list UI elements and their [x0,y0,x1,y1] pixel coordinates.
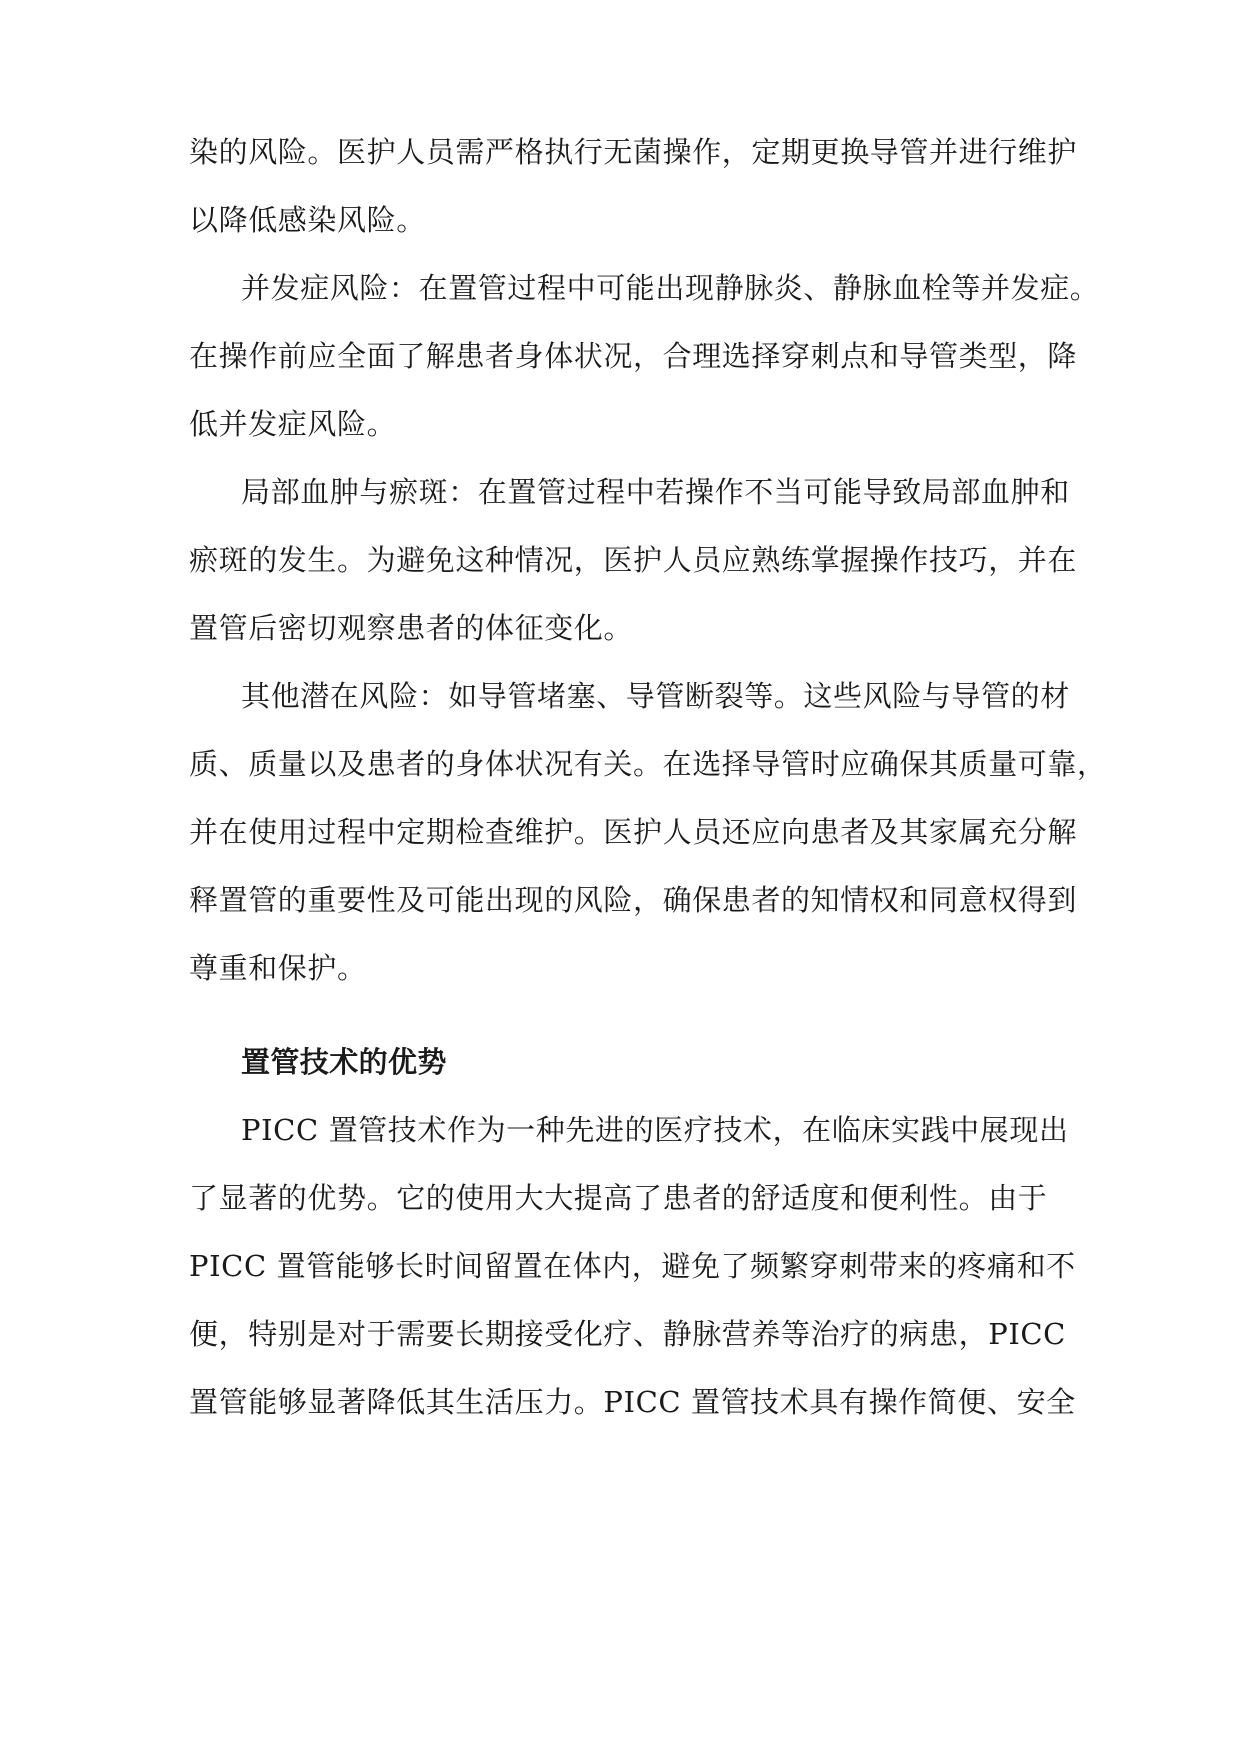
paragraph-line: 其他潜在风险：如导管堵塞、导管断裂等。这些风险与导管的材 [241,679,1070,713]
paragraph-line: PICC 置管能够长时间留置在体内，避免了频繁穿刺带来的疼痛和不 [189,1249,1076,1283]
paragraph-line: 瘀斑的发生。为避免这种情况，医护人员应熟练掌握操作技巧，并在 [189,543,1078,577]
paragraph-line: 便，特别是对于需要长期接受化疗、静脉营养等治疗的病患，PICC [189,1317,1066,1351]
paragraph-line: 以降低感染风险。 [189,203,426,237]
paragraph-line: 质、质量以及患者的身体状况有关。在选择导管时应确保其质量可靠， [189,747,1107,781]
paragraph-line: 染的风险。医护人员需严格执行无菌操作，定期更换导管并进行维护 [189,135,1078,169]
paragraph-line: 置管能够显著降低其生活压力。PICC 置管技术具有操作简便、安全 [189,1385,1076,1419]
paragraph-line: 置管后密切观察患者的体征变化。 [189,611,634,645]
paragraph-line: 了显著的优势。它的使用大大提高了患者的舒适度和便利性。由于 [189,1181,1048,1215]
paragraph-line: PICC 置管技术作为一种先进的医疗技术，在临床实践中展现出 [241,1113,1069,1147]
paragraph-line: 并发症风险：在置管过程中可能出现静脉炎、静脉血栓等并发症。 [241,271,1100,305]
section-heading: 置管技术的优势 [241,1045,447,1079]
paragraph-line: 释置管的重要性及可能出现的风险，确保患者的知情权和同意权得到 [189,883,1078,917]
paragraph-line: 尊重和保护。 [189,951,367,985]
paragraph-line: 低并发症风险。 [189,407,397,441]
paragraph-line: 在操作前应全面了解患者身体状况，合理选择穿刺点和导管类型，降 [189,339,1078,373]
paragraph-line: 并在使用过程中定期检查维护。医护人员还应向患者及其家属充分解 [189,815,1078,849]
paragraph-line: 局部血肿与瘀斑：在置管过程中若操作不当可能导致局部血肿和 [241,475,1070,509]
